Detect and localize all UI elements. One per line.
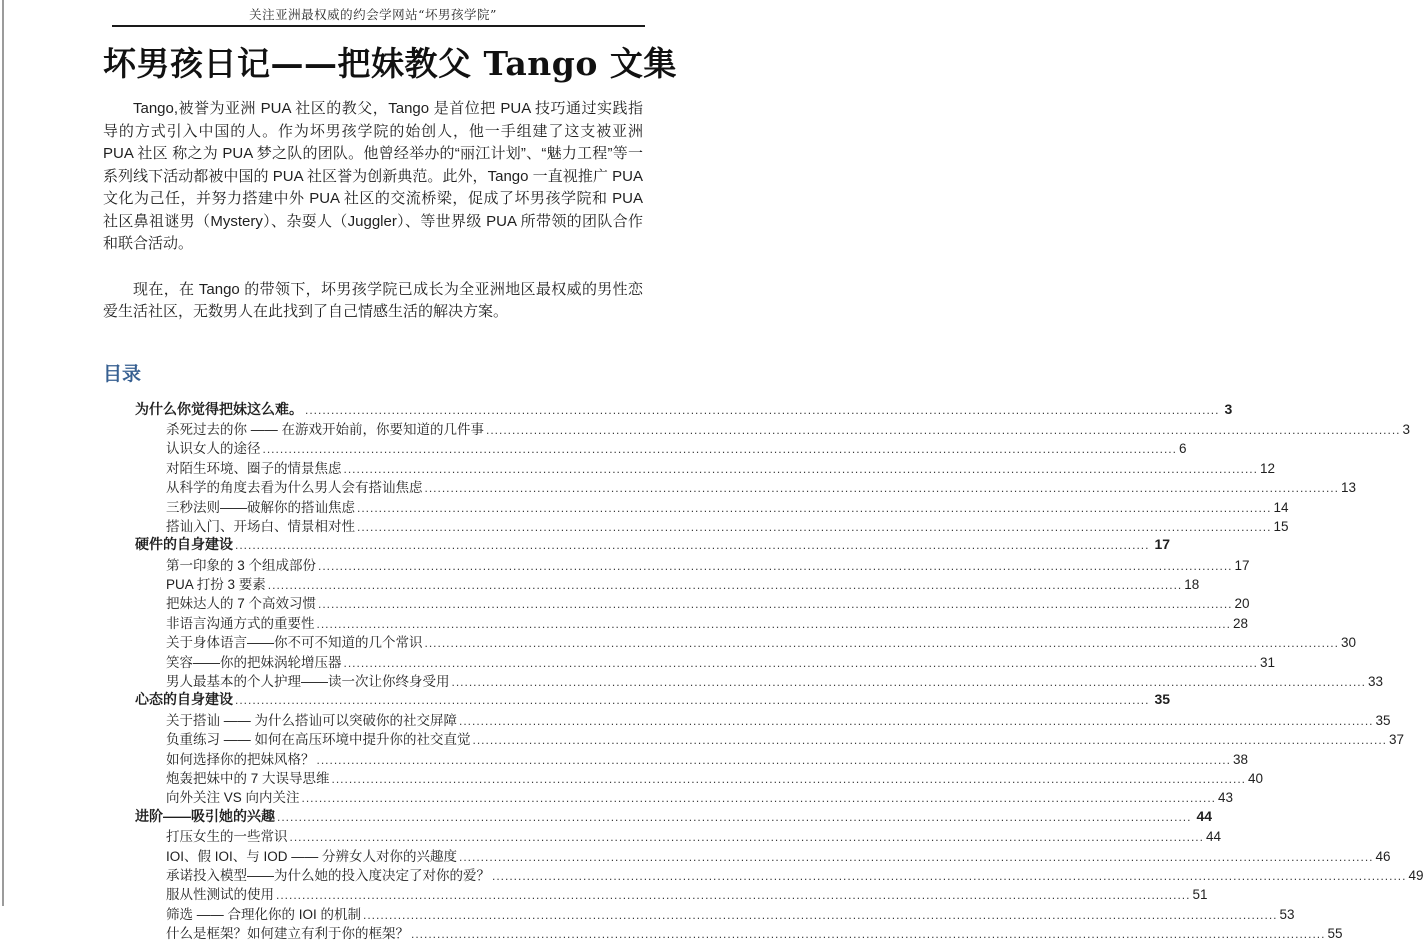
toc-entry-label: 男人最基本的个人护理——读一次让你终身受用 [166, 674, 450, 690]
toc-entry [135, 476, 1357, 496]
toc-entry-label: 关于搭讪 —— 为什么搭讪可以突破你的社交屏障 [166, 712, 458, 728]
toc-entry [135, 437, 1187, 457]
toc-entry-page: 3 [1224, 400, 1233, 417]
toc-entry-label: 筛选 —— 合理化你的 IOI 的机制 [166, 906, 362, 922]
toc-entry [135, 806, 1213, 825]
toc-entry-label: IOI、假 IOI、与 IOD —— 分辨女人对你的兴趣度 [166, 848, 458, 864]
toc-entry-page: 28 [1232, 615, 1249, 631]
toc-entry-page: 20 [1234, 596, 1250, 612]
toc-entry-page: 44 [1196, 807, 1213, 824]
toc-entry [135, 496, 1289, 515]
toc-entry [135, 922, 1343, 942]
toc-entry [135, 631, 1357, 651]
toc-entry-page: 53 [1279, 906, 1295, 922]
toc-dot-leader [459, 849, 1373, 864]
toc-dot-leader [277, 808, 1191, 824]
toc-entry-label: 认识女人的途径 [166, 441, 261, 457]
toc-entry-label: 笑容——你的把妹涡轮增压器 [166, 654, 342, 670]
toc-dot-leader [492, 868, 1406, 883]
toc-entry-page: 44 [1205, 829, 1222, 845]
toc-dot-leader [305, 401, 1219, 417]
toc-dot-leader [235, 536, 1149, 552]
toc-entry-label: 打压女生的一些常识 [166, 829, 288, 845]
toc-entry-page: 49 [1408, 867, 1424, 883]
toc-entry-page: 30 [1340, 635, 1357, 651]
toc-entry-label: 非语言沟通方式的重要性 [166, 615, 315, 631]
toc-entry-label: 为什么你觉得把妹这么难。 [135, 400, 303, 417]
toc-dot-leader [268, 577, 1182, 592]
toc-entry-page: 37 [1389, 732, 1405, 748]
toc-entry-page: 55 [1327, 926, 1343, 942]
toc-dot-leader [302, 790, 1216, 805]
toc-entry-label: 第一印象的 3 个组成部份 [166, 557, 317, 573]
toc-dot-leader [318, 558, 1232, 573]
toc-dot-leader [363, 907, 1277, 922]
toc-entry-label: 炮轰把妹中的 7 大误导思维 [166, 770, 330, 786]
toc-entry-label: 对陌生环境、圈子的情景焦虑 [166, 460, 342, 476]
toc-entry [135, 903, 1295, 922]
toc-entry [135, 399, 1233, 418]
toc-entry-page: 38 [1232, 751, 1249, 767]
toc-entry-page: 33 [1367, 674, 1384, 690]
toc-dot-leader [357, 519, 1271, 534]
toc-entry [135, 515, 1289, 534]
toc-dot-leader [473, 732, 1387, 747]
toc-entry-page: 3 [1402, 421, 1411, 437]
toc-entry [135, 612, 1249, 631]
toc-dot-leader [425, 635, 1339, 650]
toc-entry [135, 592, 1250, 612]
toc-entry [135, 748, 1249, 767]
toc-entry-label: PUA 打扮 3 要素 [166, 577, 266, 593]
toc-entry-page: 18 [1184, 577, 1200, 593]
toc-entry [135, 845, 1391, 864]
toc-entry [135, 767, 1264, 786]
toc-dot-leader [425, 480, 1339, 495]
toc-dot-leader [318, 596, 1232, 611]
toc-entry [135, 651, 1276, 670]
toc-dot-leader [332, 771, 1246, 786]
toc-entry-page: 17 [1154, 536, 1171, 553]
toc-entry [135, 786, 1234, 806]
toc-entry-page: 31 [1259, 654, 1276, 670]
toc-dot-leader [486, 422, 1400, 437]
toc-entry-page: 13 [1340, 480, 1357, 496]
toc-dot-leader [452, 674, 1366, 689]
toc-entry-label: 如何选择你的把妹风格？ [166, 751, 315, 767]
toc-entry [135, 573, 1200, 593]
toc-entry-label: 关于身体语言——你不可不知道的几个常识 [166, 635, 423, 651]
toc-entry-page: 14 [1273, 499, 1289, 515]
toc-entry-page: 43 [1218, 790, 1234, 806]
toc-dot-leader [317, 752, 1231, 767]
toc-entry-page: 6 [1178, 441, 1187, 457]
toc-entry-label: 把妹达人的 7 个高效习惯 [166, 596, 317, 612]
toc-entry [135, 883, 1208, 903]
document-title: 坏男孩日记——把妹教父 Tango 文集 [103, 44, 677, 83]
toc-entry-label: 杀死过去的你 —— 在游戏开始前，你要知道的几件事 [166, 421, 485, 437]
toc-entry-page: 46 [1375, 848, 1391, 864]
toc-entry-page: 15 [1273, 518, 1289, 534]
toc-entry-label: 进阶——吸引她的兴趣 [135, 807, 275, 824]
toc-entry-page: 12 [1259, 460, 1276, 476]
toc-dot-leader [276, 887, 1190, 902]
toc-dot-leader [344, 655, 1258, 670]
toc-entry [135, 728, 1405, 748]
toc-entry-label: 心态的自身建设 [135, 691, 233, 708]
toc-dot-leader [344, 461, 1258, 476]
toc-entry-label: 三秒法则——破解你的搭讪焦虑 [166, 499, 355, 515]
intro-paragraph-1: Tango,被誉为亚洲 PUA 社区的教父，Tango 是首位把 PUA 技巧通过实践指导的方式引入中国的人。作为坏男孩学院的始创人，他一手组建了这支被亚洲 PUA 社区 称之为 PUA 梦之队的团队。他曾经举办的“丽江计划”、“魅力工程”等一系列线下活动都被中国的 PUA 社区誉为创新典范。此外，Tango 一直视推广 PUA 文化为己任，并努力搭建中外 PUA 社区的交流桥梁，促成了坏男孩学院和 PUA 社区鼻祖谜男（Mystery）、杂耍人（Juggler）、等世界级 PUA 所带领的团队合作和联合活动。 [103, 100, 643, 253]
toc-entry-page: 40 [1248, 770, 1264, 786]
table-of-contents [135, 399, 1424, 942]
toc-entry-page: 35 [1154, 691, 1171, 708]
page-left-edge [2, 0, 4, 906]
toc-entry-label: 搭讪入门、开场白、情景相对性 [166, 518, 355, 534]
toc-entry [135, 554, 1250, 573]
toc-entry [135, 534, 1171, 553]
toc-entry-page: 51 [1192, 887, 1208, 903]
toc-dot-leader [290, 829, 1204, 844]
header-rule [112, 25, 645, 27]
toc-entry [135, 864, 1424, 883]
toc-entry-label: 从科学的角度去看为什么男人会有搭讪焦虑 [166, 480, 423, 496]
toc-dot-leader [263, 441, 1177, 456]
toc-entry [135, 670, 1384, 690]
toc-dot-leader [235, 691, 1149, 707]
toc-entry-label: 服从性测试的使用 [166, 887, 274, 903]
toc-entry-label: 负重练习 —— 如何在高压环境中提升你的社交直觉 [166, 732, 471, 748]
toc-dot-leader [357, 500, 1271, 515]
toc-entry-label: 承诺投入模型——为什么她的投入度决定了对你的爱？ [166, 867, 490, 883]
toc-entry-page: 35 [1375, 712, 1391, 728]
toc-entry-page: 17 [1234, 557, 1250, 573]
toc-entry [135, 689, 1171, 708]
toc-dot-leader [317, 616, 1231, 631]
toc-entry-label: 向外关注 VS 向内关注 [166, 790, 300, 806]
toc-heading: 目录 [103, 363, 142, 385]
toc-entry [135, 709, 1391, 728]
toc-dot-leader [411, 926, 1325, 941]
toc-entry-label: 什么是框架？如何建立有利于你的框架？ [166, 926, 409, 942]
toc-entry [135, 825, 1222, 845]
header-site-note: 关注亚洲最权威的约会学网站“坏男孩学院” [249, 7, 497, 22]
toc-entry [135, 418, 1411, 437]
toc-dot-leader [459, 713, 1373, 728]
intro-paragraph-2: 现在，在 Tango 的带领下，坏男孩学院已成长为全亚洲地区最权威的男性恋爱生活社区，无数男人在此找到了自己情感生活的解决方案。 [103, 280, 643, 321]
toc-entry [135, 457, 1276, 476]
toc-entry-label: 硬件的自身建设 [135, 536, 233, 553]
